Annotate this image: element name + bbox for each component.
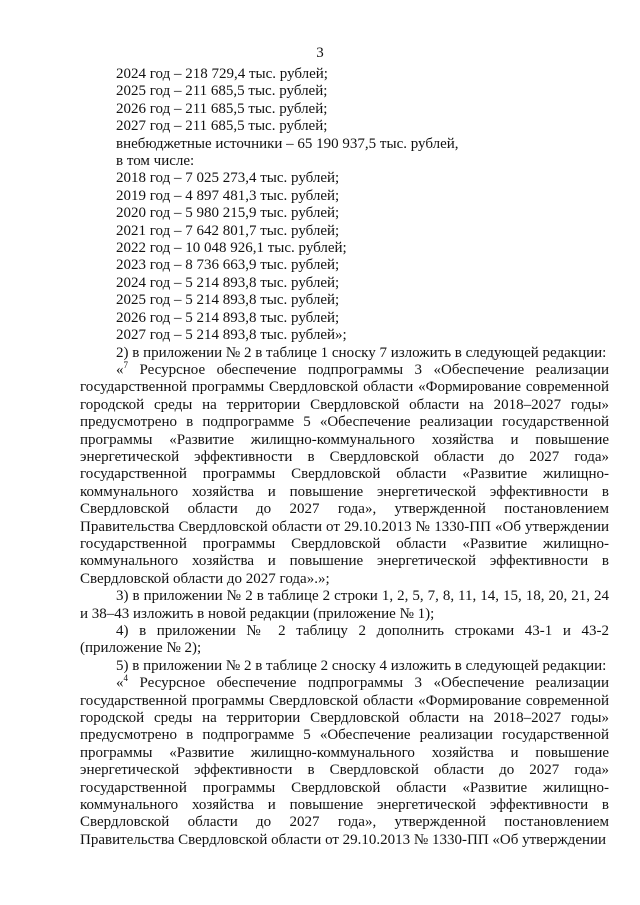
budget-line: 2020 год – 5 980 215,9 тыс. рублей; (116, 205, 340, 222)
item-3-text: 3) в приложении № 2 в таблице 2 строки 1, 2, 5, 7, 8, 11, 14, 15, 18, 20, 21, 24 и 38–43 изложить в новой редакции (приложение № 1); (80, 588, 609, 622)
budget-line: 2025 год – 5 214 893,8 тыс. рублей; (116, 292, 340, 309)
budget-line: 2026 год – 5 214 893,8 тыс. рублей; (116, 309, 340, 326)
item-2-quote-open: « (116, 361, 124, 378)
item-2-footnote-mark: 7 (123, 359, 128, 370)
budget-line: 2025 год – 211 685,5 тыс. рублей; (116, 83, 328, 100)
budget-line: 2019 год – 4 897 481,3 тыс. рублей; (116, 187, 340, 204)
item-5-quote-open: « (116, 675, 124, 692)
item-5-footnote-text (80, 675, 609, 849)
budget-line: внебюджетные источники – 65 190 937,5 тыс. рублей, (116, 135, 459, 152)
page-number: 3 (316, 45, 324, 61)
item-2-body: Ресурсное обеспечение подпрограммы 3 «Обеспечение реализации государственной программы Свердловской области «Формирование современной городской среды на территории Свердловской области на 2018–2027 годы» предусмотрено в подпрограмме 5 «Обеспечение реализации государственной программы «Развитие жилищно-коммунального хозяйства и повышение энергетической эффективности в Свердловской области до 2027 года» государственной программы Свердловской области «Развитие жилищно-коммунального хозяйства и повышение энергетической эффективности в Свердловской области до 2027 года», утвержденной постановлением Правительства Свердловской области от 29.10.2013 № 1330-ПП «Об утверждении государственной программы Свердловской области «Развитие жилищно-коммунального хозяйства и повышение энергетической эффективности в Свердловской области до 2027 года».»; (80, 361, 609, 587)
budget-line: 2027 год – 211 685,5 тыс. рублей; (116, 118, 328, 135)
budget-list (80, 66, 609, 345)
item-5-body: Ресурсное обеспечение подпрограммы 3 «Обеспечение реализации государственной программы Свердловской области «Формирование современной городской среды на территории Свердловской области на 2018–2027 годы» предусмотрено в подпрограмме 5 «Обеспечение реализации государственной программы «Развитие жилищно-коммунального хозяйства и повышение энергетической эффективности в Свердловской области до 2027 года» государственной программы Свердловской области «Развитие жилищно-коммунального хозяйства и повышение энергетической эффективности в Свердловской области до 2027 года», утвержденной постановлением Правительства Свердловской области от 29.10.2013 № 1330-ПП «Об утверждении (80, 675, 609, 848)
budget-line: в том числе: (116, 153, 195, 170)
document-body (80, 66, 609, 849)
budget-line: 2027 год – 5 214 893,8 тыс. рублей»; (116, 327, 347, 344)
budget-line: 2021 год – 7 642 801,7 тыс. рублей; (116, 222, 340, 239)
budget-line: 2026 год – 211 685,5 тыс. рублей; (116, 100, 328, 117)
budget-line: 2022 год – 10 048 926,1 тыс. рублей; (116, 240, 347, 257)
item-5-heading: 5) в приложении № 2 в таблице 2 сноску 4 изложить в следующей редакции: (116, 657, 607, 674)
item-4-text: 4) в приложении № 2 таблицу 2 дополнить строками 43-1 и 43-2 (приложение № 2); (80, 623, 609, 657)
budget-line: 2024 год – 218 729,4 тыс. рублей; (116, 66, 328, 82)
item-2-footnote-text (80, 359, 609, 588)
budget-line: 2024 год – 5 214 893,8 тыс. рублей; (116, 274, 340, 291)
item-2-heading: 2) в приложении № 2 в таблице 1 сноску 7 изложить в следующей редакции: (116, 344, 607, 361)
budget-line: 2018 год – 7 025 273,4 тыс. рублей; (116, 170, 340, 187)
budget-line: 2023 год – 8 736 663,9 тыс. рублей; (116, 257, 340, 274)
item-5-footnote-mark: 4 (123, 673, 128, 684)
